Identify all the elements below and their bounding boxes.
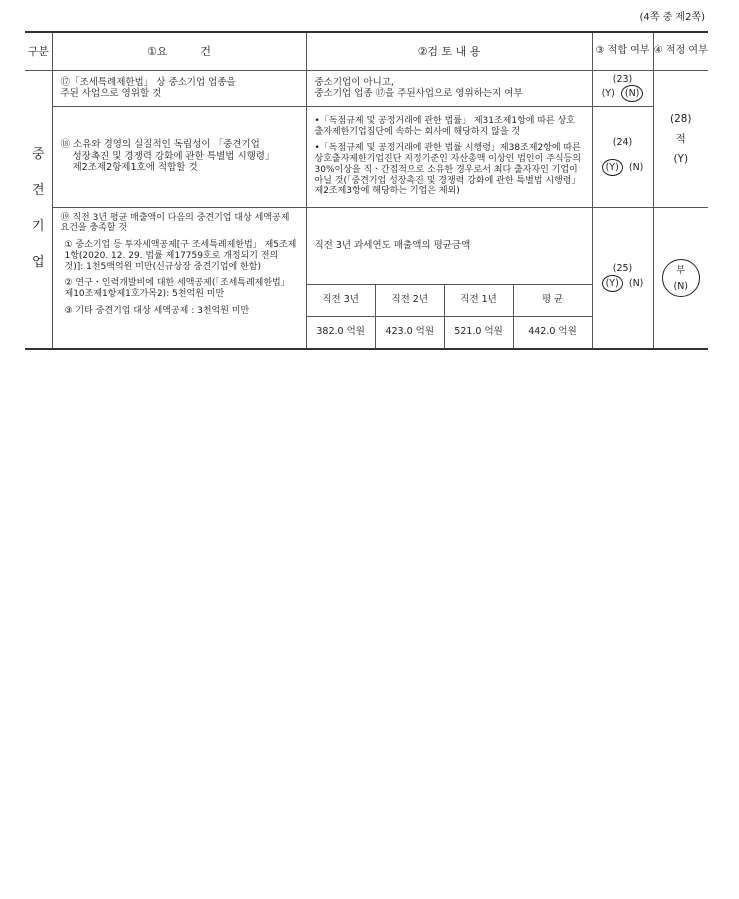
sales-header: 평 균 bbox=[513, 284, 592, 316]
review-17 bbox=[306, 70, 592, 106]
field-code: (25) bbox=[612, 263, 633, 275]
option-yes[interactable]: (Y) bbox=[601, 88, 615, 99]
requirement-text: ⑲ 직전 3년 평균 매출액이 다음의 중견기업 대상 세액공제 요건을 충족할 것 bbox=[60, 212, 290, 234]
option-yes-selected[interactable]: (Y) bbox=[602, 159, 623, 176]
review-text: •「독점규제 및 공정거래에 관한 법률 시행령」제38조제2항에 따른 상호출자제한기업진단 지정기준인 자산총액 이상인 법인이 주식등의 30%이상을 직ㆍ간접적으로 소유한 경우로서 최다 출자자인 기업이 아닐 것(「중견기업 성장촉진 및 경쟁력 강화에 관한 특별법 시행령」 제2조제3항에 해당하는 기업은 제외) bbox=[314, 143, 581, 197]
adequacy-result bbox=[653, 207, 708, 349]
table-row bbox=[25, 106, 708, 207]
adequacy-value: (Y) bbox=[673, 152, 689, 165]
page-indicator: (4쪽 중 제2쪽) bbox=[639, 12, 705, 23]
header-adequacy: ④ 적정 여부 bbox=[653, 32, 708, 70]
requirement-text: 주된 사업으로 영위할 것 bbox=[60, 88, 162, 99]
requirement-text: ⑱ 소유와 경영의 실질적인 독립성이 「중견기업 bbox=[60, 139, 260, 151]
requirement-text: ① 중소기업 등 투자세액공제[구 조세특례제한법」 제5조제1항(2020. 12. 29. 법률 제17759호로 개정되기 전의 것)]: 1천5백억원 미만(신규상장 중견기업에 한함) bbox=[64, 240, 297, 272]
table-row bbox=[25, 207, 708, 349]
sales-value: 521.0 억원 bbox=[444, 316, 513, 348]
adequacy-label: 부 bbox=[676, 264, 686, 276]
option-no-selected[interactable]: (N) bbox=[621, 85, 644, 102]
field-code: (28) bbox=[669, 112, 692, 125]
sales-table bbox=[307, 284, 592, 348]
adequacy-label: 적 bbox=[675, 132, 686, 145]
requirement-text: 성장촉진 및 경쟁력 강화에 관한 특별법 시행령」 bbox=[72, 150, 275, 162]
field-code: (24) bbox=[612, 137, 633, 149]
requirement-19 bbox=[52, 207, 306, 349]
adequacy-28 bbox=[653, 70, 708, 207]
review-table bbox=[25, 31, 708, 350]
category-char: 업 bbox=[31, 255, 45, 270]
requirement-text: ⑰「조세특례제한법」 상 중소기업 업종을 bbox=[60, 76, 236, 88]
review-18 bbox=[306, 106, 592, 207]
review-19 bbox=[306, 207, 592, 349]
requirement-text: 제2조제2항제1호에 적합할 것 bbox=[72, 162, 198, 174]
review-text: 중소기업이 아니고, bbox=[314, 76, 394, 88]
sales-header: 직전 3년 bbox=[307, 284, 376, 316]
header-requirement: ①요 건 bbox=[52, 32, 306, 70]
suitability-25 bbox=[592, 207, 653, 349]
requirement-18 bbox=[52, 106, 306, 207]
requirement-text: ② 연구・인력개발비에 대한 세액공제(「조세특례제한법」 제10조제1항제1호가목2): 5천억원 미만 bbox=[64, 278, 290, 300]
sales-value: 382.0 억원 bbox=[307, 316, 376, 348]
option-yes-selected[interactable]: (Y) bbox=[602, 275, 623, 292]
sales-header: 직전 1년 bbox=[444, 284, 513, 316]
sales-header: 직전 2년 bbox=[375, 284, 444, 316]
header-review: ②검 토 내 용 bbox=[306, 32, 592, 70]
adequacy-no-selected[interactable] bbox=[662, 259, 700, 297]
requirement-17 bbox=[52, 70, 306, 106]
header-category: 구분 bbox=[25, 32, 52, 70]
field-code: (23) bbox=[612, 73, 633, 85]
requirement-text: ③ 기타 중견기업 대상 세액공제 : 3천억원 미만 bbox=[64, 306, 250, 317]
suitability-24 bbox=[592, 106, 653, 207]
option-no[interactable]: (N) bbox=[628, 161, 644, 173]
category-char: 기 bbox=[31, 219, 45, 234]
sales-value: 423.0 억원 bbox=[375, 316, 444, 348]
table-row bbox=[25, 70, 708, 106]
review-text: •「독점규제 및 공정거래에 관한 법률」 제31조제1항에 따른 상호출자제한기업집단에 속하는 회사에 해당하지 않을 것 bbox=[314, 115, 575, 137]
category-char: 중 bbox=[31, 147, 45, 162]
adequacy-value: (N) bbox=[673, 280, 689, 292]
suitability-23 bbox=[592, 70, 653, 106]
category-char: 견 bbox=[31, 183, 45, 198]
header-row bbox=[25, 32, 708, 70]
option-no[interactable]: (N) bbox=[628, 277, 644, 289]
sales-value: 442.0 억원 bbox=[513, 316, 592, 348]
header-suitability: ③ 적합 여부 bbox=[592, 32, 653, 70]
review-text: 직전 3년 과세연도 매출액의 평균금액 bbox=[314, 239, 471, 251]
review-text: 중소기업 업종 ⑰을 주된사업으로 영위하는지 여부 bbox=[314, 88, 523, 99]
category-label bbox=[25, 70, 52, 349]
